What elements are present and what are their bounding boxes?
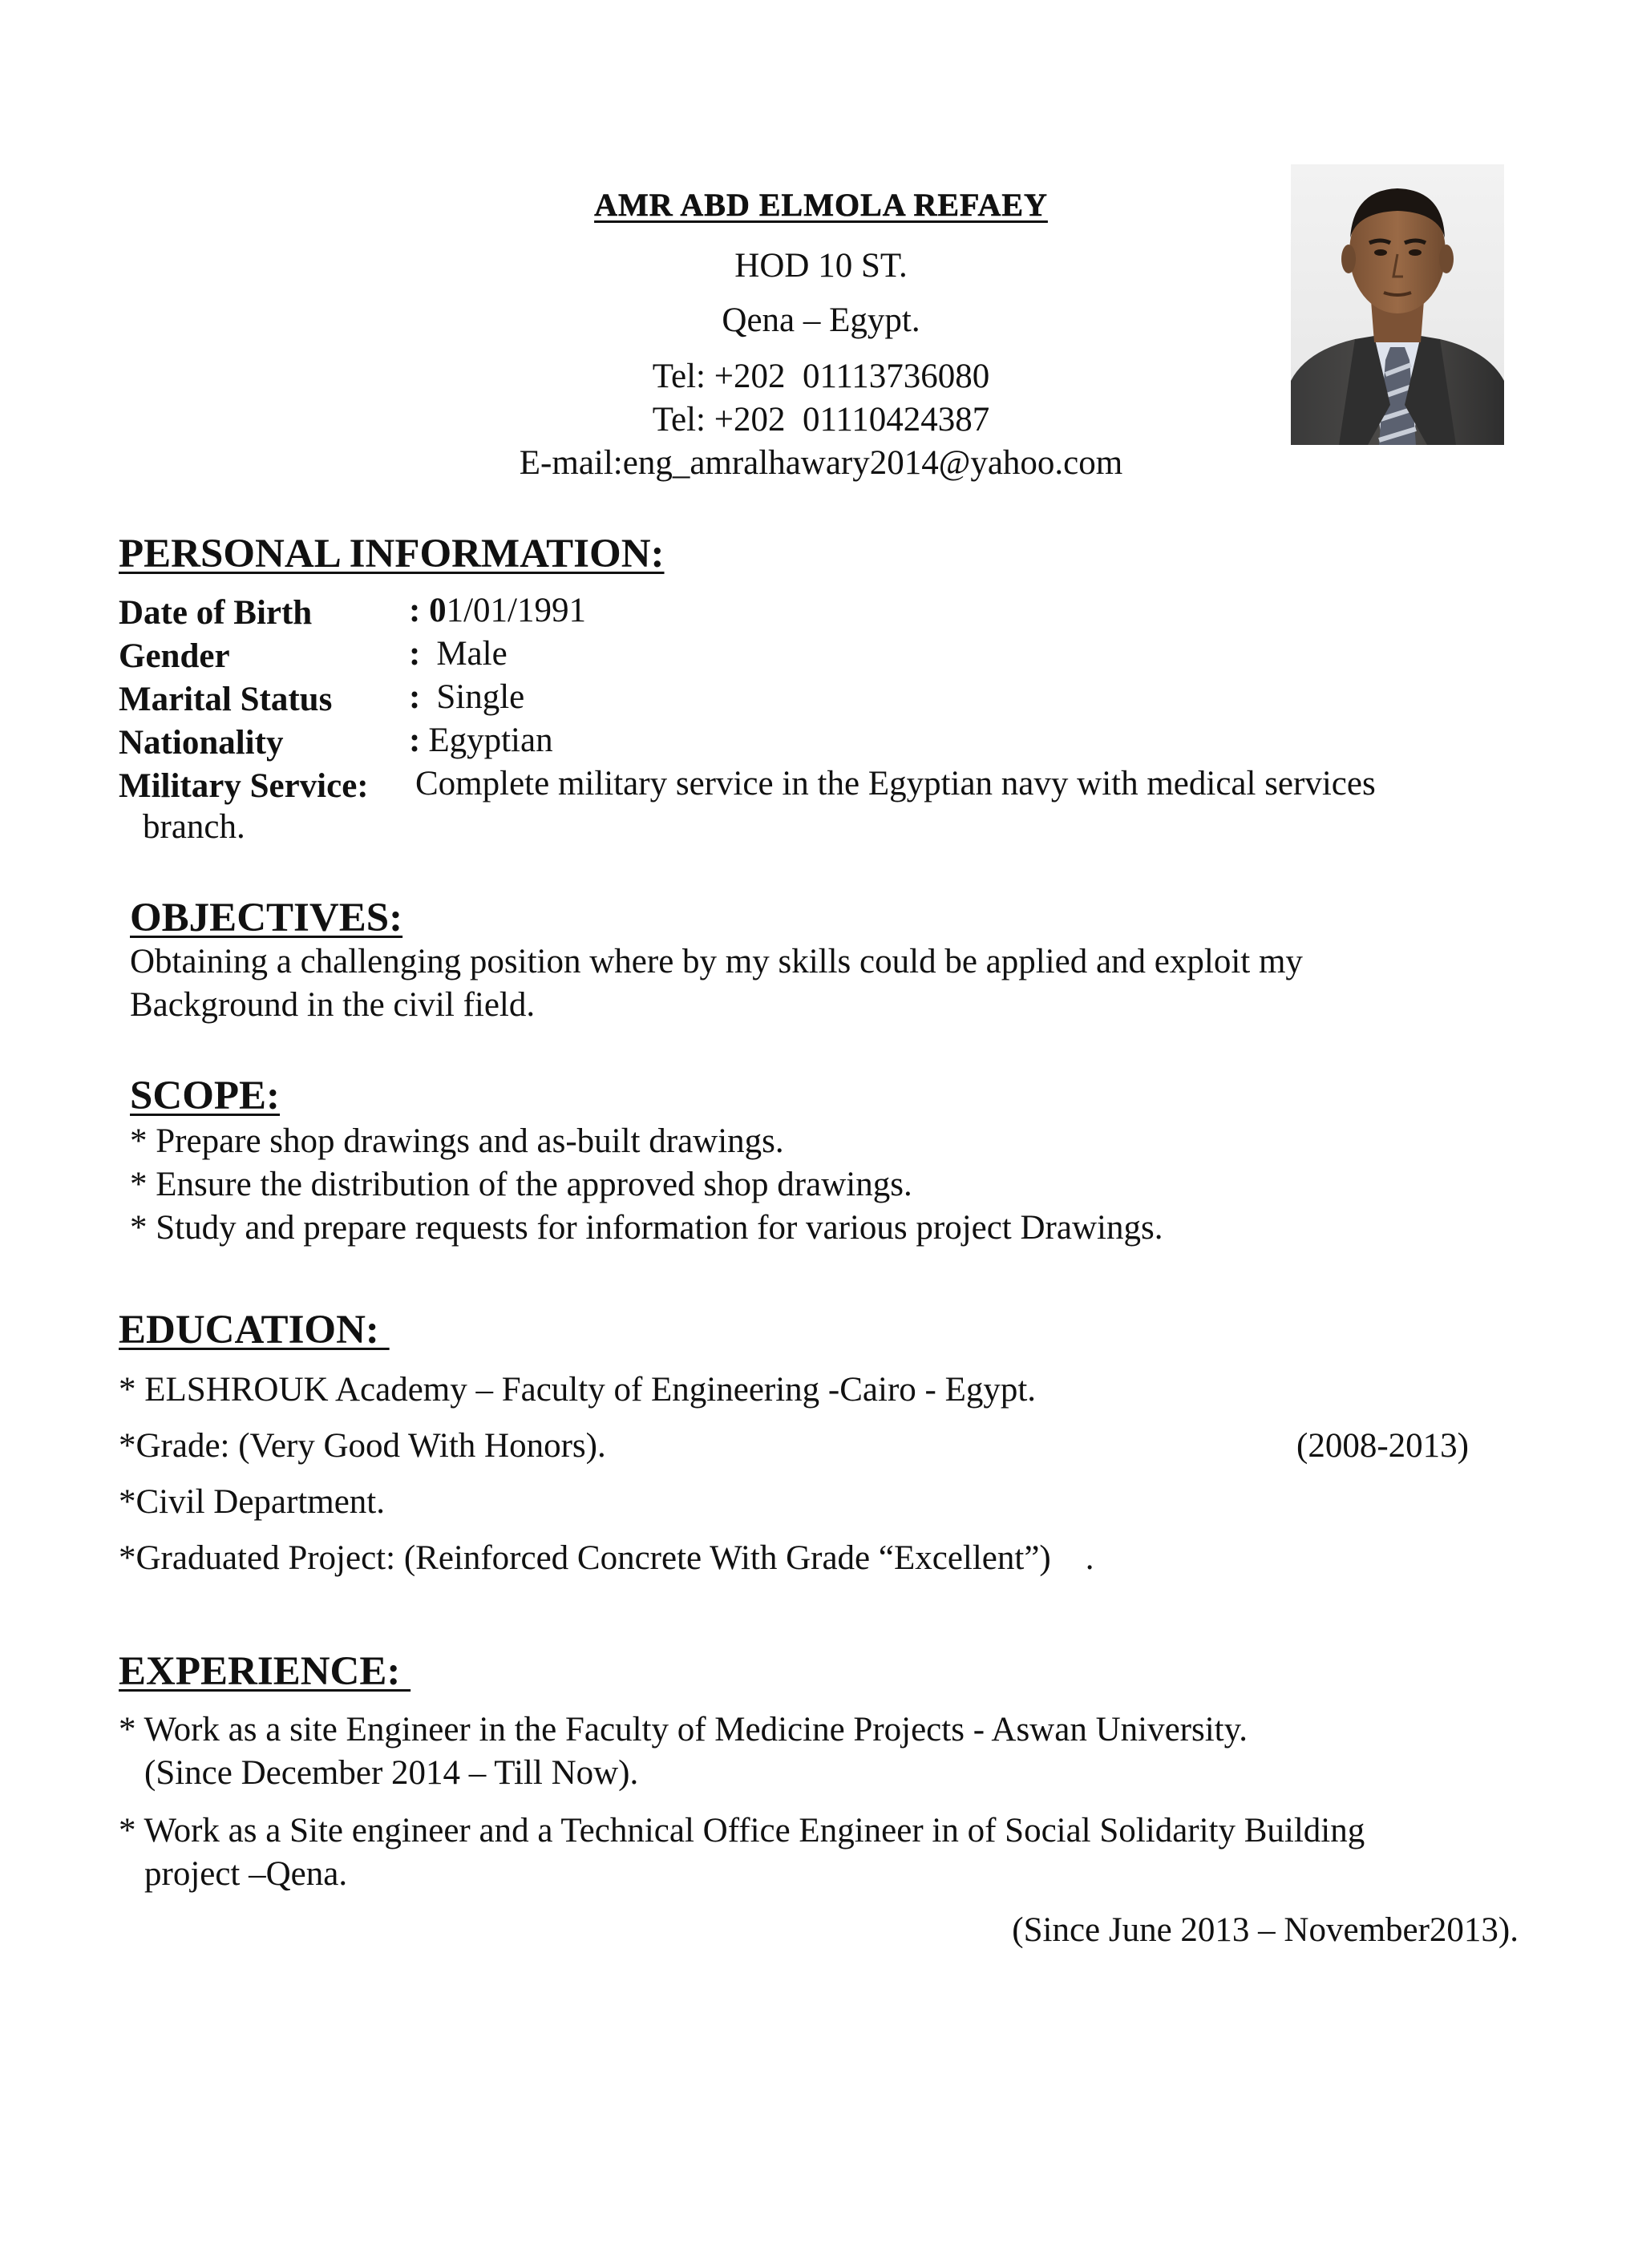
marital-status-value: [409, 680, 524, 714]
dob-date: 1/01/1991: [446, 592, 586, 629]
education-grade: *Grade: (Very Good With Honors).: [119, 1427, 606, 1465]
experience-item-2-line-1: * Work as a Site engineer and a Technical Office Engineer in of Social Solidarity Building: [119, 1812, 1365, 1850]
profile-photo: [1291, 164, 1504, 445]
gender-label: Gender: [119, 637, 230, 675]
objectives-line-2: Background in the civil field.: [130, 986, 536, 1024]
telephone-1: Tel: +202 01113736080: [652, 358, 990, 395]
nationality-value: [409, 723, 553, 758]
scope-item-2: * Ensure the distribution of the approved shop drawings.: [130, 1166, 912, 1203]
experience-item-2-dates: (Since June 2013 – November2013).: [1012, 1911, 1519, 1949]
military-service-value: Complete military service in the Egyptian navy with medical services: [415, 765, 1376, 802]
gender-value: [409, 637, 508, 671]
education-project: *Graduated Project: (Reinforced Concrete With Grade “Excellent”) .: [119, 1539, 1094, 1577]
marital-colon: :: [409, 678, 421, 716]
candidate-name: AMR ABD ELMOLA REFAEY: [594, 187, 1048, 223]
dob-value: [409, 593, 586, 628]
education-department: *Civil Department.: [119, 1483, 385, 1521]
education-years: (2008-2013): [1296, 1427, 1469, 1465]
education-heading: EDUCATION:: [119, 1308, 390, 1352]
dob-colon: :: [409, 592, 430, 629]
dob-label: Date of Birth: [119, 594, 313, 632]
nationality-label: Nationality: [119, 724, 284, 762]
objectives-line-1: Obtaining a challenging position where by my skills could be applied and exploit my: [130, 943, 1303, 980]
marital-status-label: Marital Status: [119, 681, 333, 718]
experience-heading: EXPERIENCE:: [119, 1649, 411, 1694]
gender-colon: :: [409, 635, 421, 673]
telephone-2: Tel: +202 01110424387: [652, 401, 990, 439]
personal-information-heading: PERSONAL INFORMATION:: [119, 532, 665, 576]
scope-heading: SCOPE:: [130, 1073, 281, 1118]
marital-text: Single: [436, 678, 525, 716]
nationality-text: Egyptian: [428, 722, 553, 759]
experience-item-1-line-1: * Work as a site Engineer in the Faculty of Medicine Projects - Aswan University.: [119, 1711, 1248, 1749]
email-address: E-mail:eng_amralhawary2014@yahoo.com: [519, 444, 1123, 482]
experience-item-2-line-2: project –Qena.: [144, 1855, 348, 1893]
address-line-1: HOD 10 ST.: [734, 247, 908, 285]
gender-text: Male: [436, 635, 508, 673]
objectives-heading: OBJECTIVES:: [130, 895, 403, 940]
scope-item-3: * Study and prepare requests for information for various project Drawings.: [130, 1209, 1163, 1247]
dob-bold-digit: 0: [429, 592, 447, 629]
scope-item-1: * Prepare shop drawings and as-built drawings.: [130, 1122, 784, 1160]
experience-item-1-line-2: (Since December 2014 – Till Now).: [144, 1754, 639, 1792]
address-line-2: Qena – Egypt.: [722, 301, 920, 339]
portrait-illustration: [1291, 164, 1504, 445]
military-service-label: Military Service:: [119, 767, 369, 805]
nationality-colon: :: [409, 722, 421, 759]
education-institution: * ELSHROUK Academy – Faculty of Engineering -Cairo - Egypt.: [119, 1371, 1037, 1409]
military-service-value-cont: branch.: [143, 808, 245, 846]
